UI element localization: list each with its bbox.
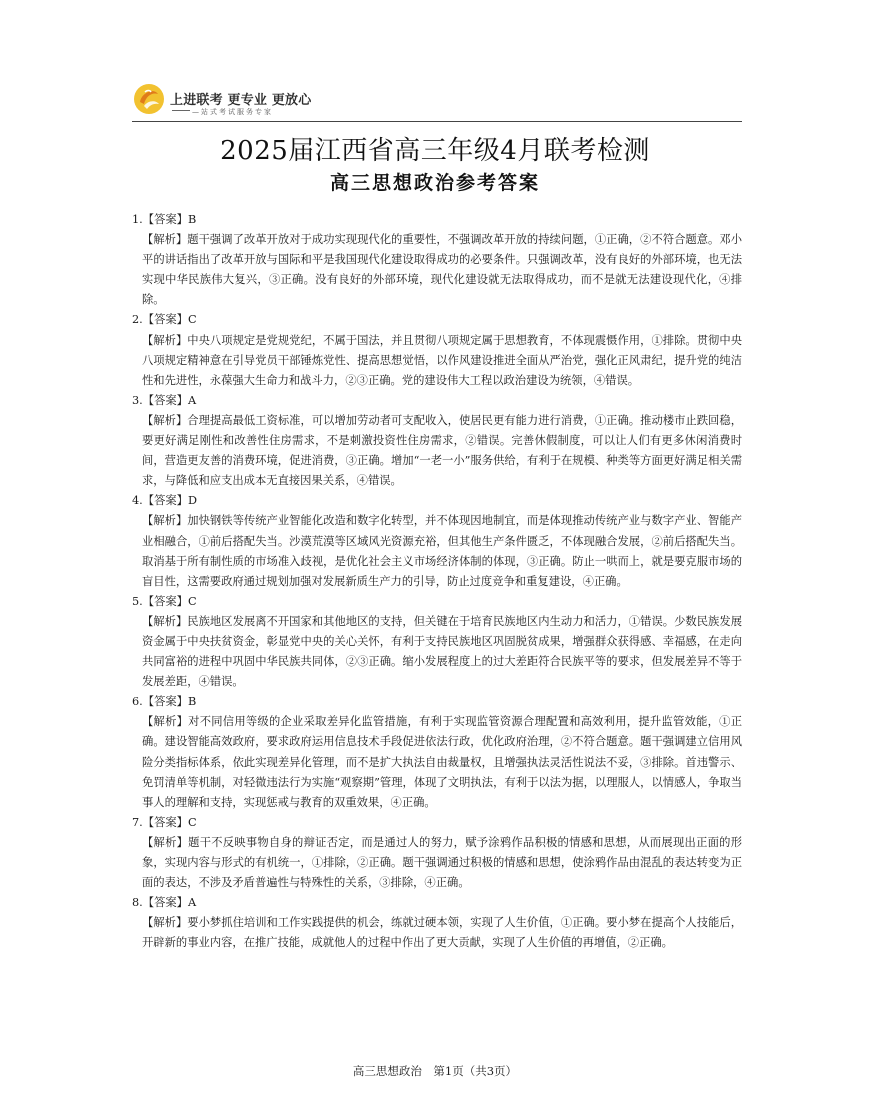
question-item (132, 491, 742, 591)
brand-slogan: 上进联考 更专业 更放心 (170, 93, 312, 108)
document-title: 2025届江西省高三年级4月联考检测 (220, 136, 650, 166)
question-answer: 4.【答案】D (132, 494, 198, 508)
question-analysis: 【解析】题干强调了改革开放对于成功实现现代化的重要性，不强调改革开放的持续问题，①正确，②不符合题意。邓小平的讲话指出了改革开放与国际和平是我国现代化建设取得成功的必要条件。只强调改革，没有良好的外部环境，也无法实现中华民族伟大复兴，③正确。没有良好的外部环境，现代化建设就无法取得成功，而不是就无法建设现代化，④排除。 (142, 233, 742, 307)
question-analysis: 【解析】对不同信用等级的企业采取差异化监管措施，有利于实现监管资源合理配置和高效利用，提升监管效能，①正确。建设智能高效政府，要求政府运用信息技术手段促进依法行政，优化政府治理，②不符合题意。题干强调建立信用风险分类指标体系，依此实现差异化管理，而不是扩大执法自由裁量权，且增强执法灵活性说法不妥，③排除。首违警示、免罚清单等机制，对轻微违法行为实施“观察期”管理，体现了文明执法，有利于以法为据，以理服人，以情感人，争取当事人的理解和支持，实现惩戒与教育的双重效果，④正确。 (142, 715, 742, 809)
question-answer: 1.【答案】B (132, 213, 197, 226)
document-subtitle: 高三思想政治参考答案 (329, 172, 540, 194)
question-analysis: 【解析】合理提高最低工资标准，可以增加劳动者可支配收入，使居民更有能力进行消费，①正确。推动楼市止跌回稳，要更好满足刚性和改善性住房需求，不是刺激投资性住房需求，②错误。完善休假制度，可以让人们有更多休闲消费时间，营造更友善的消费环境，促进消费，③正确。增加“一老一小”服务供给，有利于在规模、种类等方面更好满足相关需求，与降低和应支出成本无直接因果关系，④错误。 (142, 413, 742, 488)
brand-sub-divider (172, 110, 190, 111)
question-answer: 7.【答案】C (132, 815, 197, 829)
question-item (132, 592, 742, 692)
header-divider (132, 121, 742, 122)
brand-logo (132, 82, 312, 122)
question-answer: 8.【答案】A (132, 896, 197, 910)
question-analysis: 【解析】要小梦抓住培训和工作实践提供的机会，练就过硬本领，实现了人生价值，①正确。要小梦在提高个人技能后，开辟新的事业内容，在推广技能，成就他人的过程中作出了更大贡献，实现了人生价值的再增值，②正确。 (142, 916, 742, 950)
brand-logo-icon (132, 82, 166, 116)
question-answer: 2.【答案】C (132, 313, 197, 327)
question-analysis: 【解析】民族地区发展离不开国家和其他地区的支持，但关键在于培育民族地区内生动力和活力，①错误。少数民族发展资金属于中央扶贫资金，彰显党中央的关心关怀，有利于支持民族地区巩固脱贫成果，增强群众获得感、幸福感，在走向共同富裕的进程中巩固中华民族共同体，②③正确。缩小发展程度上的过大差距符合民族平等的要求，但发展差异不等于发展差距，④错误。 (142, 614, 742, 689)
question-answer: 3.【答案】A (132, 393, 197, 407)
brand-subslogan: —站式考试服务专家 (192, 108, 273, 116)
question-item (132, 813, 742, 893)
page-footer: 高三思想政治 第1页（共3页） (352, 1064, 518, 1078)
question-item (132, 210, 742, 310)
question-answer: 5.【答案】C (132, 594, 197, 608)
question-analysis: 【解析】中央八项规定是党规党纪，不属于国法，并且贯彻八项规定属于思想教育，不体现震慑作用，①排除。贯彻中央八项规定精神意在引导党员干部锤炼党性、提高思想觉悟，以作风建设推进全面从严治党，强化正风肃纪，提升党的纯洁性和先进性，永葆强大生命力和战斗力，②③正确。党的建设伟大工程以政治建设为统领，④错误。 (142, 333, 742, 387)
answer-list (132, 210, 742, 953)
question-item (132, 893, 742, 953)
question-item (132, 391, 742, 491)
question-item (132, 310, 742, 390)
question-analysis: 【解析】加快钢铁等传统产业智能化改造和数字化转型，并不体现因地制宜，而是体现推动传统产业与数字产业、智能产业相融合，①前后搭配失当。沙漠荒漠等区域风光资源充裕，但其他生产条件匮乏，不体现融合发展，②前后搭配失当。取消基于所有制性质的市场准入歧视，是优化社会主义市场经济体制的体现，③正确。防止一哄而上，就是要克服市场的盲目性，这需要政府通过规划加强对发展新质生产力的引导，防止过度竞争和重复建设，④正确。 (142, 514, 742, 588)
question-answer: 6.【答案】B (132, 695, 197, 709)
question-analysis: 【解析】题干不反映事物自身的辩证否定，而是通过人的努力，赋予涂鸦作品积极的情感和思想，从而展现出正面的形象，实现内容与形式的有机统一，①排除，②正确。题干强调通过积极的情感和思想，使涂鸦作品由混乱的表达转变为正面的表达，不涉及矛盾普遍性与特殊性的关系，③排除，④正确。 (142, 835, 742, 890)
question-item (132, 692, 742, 813)
